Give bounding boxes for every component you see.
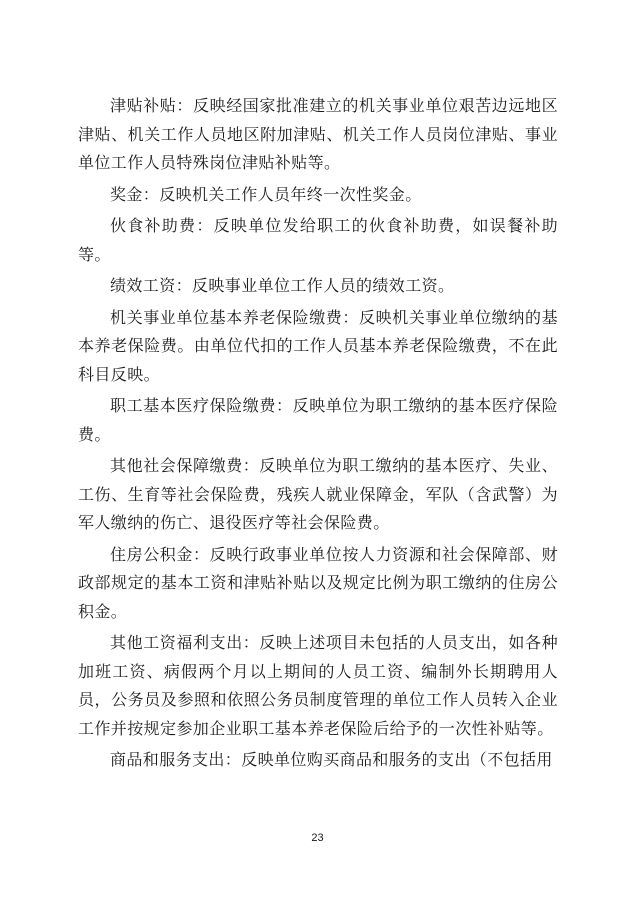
paragraph-housing-fund: 住房公积金：反映行政事业单位按人力资源和社会保障部、财政部规定的基本工资和津贴补贴以及规定比例为职工缴纳的住房公积金。: [78, 544, 558, 621]
paragraph-bonus: 奖金：反映机关工作人员年终一次性奖金。: [110, 184, 422, 204]
paragraph-goods-services: 商品和服务支出：反映单位购买商品和服务的支出（不包括用: [110, 750, 553, 769]
paragraph-meal-subsidy: 伙食补助费：反映单位发给职工的伙食补助费，如误餐补助等。: [78, 216, 558, 264]
paragraph-performance-pay: 绩效工资：反映事业单位工作人员的绩效工资。: [110, 276, 455, 295]
paragraph-allowances: 津贴补贴：反映经国家批准建立的机关事业单位艰苦边远地区津贴、机关工作人员地区附加津贴、机关工作人员岗位津贴、事业单位工作人员特殊岗位津贴补贴等。: [78, 96, 558, 172]
page-number: 23: [311, 832, 324, 844]
paragraph-other-welfare: 其他工资福利支出：反映上述项目未包括的人员支出，如各种加班工资、病假两个月以上期间的人员工资、编制外长期聘用人员，公务员及参照和依照公务员制度管理的单位工作人员转入企业工作并按规定参加企业职工基本养老保险后给予的一次性补贴等。: [78, 633, 558, 738]
paragraph-medical-insurance: 职工基本医疗保险缴费：反映单位为职工缴纳的基本医疗保险费。: [78, 396, 558, 444]
body-text: [78, 92, 558, 778]
paragraph-pension-insurance: 机关事业单位基本养老保险缴费：反映机关事业单位缴纳的基本养老保险费。由单位代扣的工作人员基本养老保险缴费，不在此科目反映。: [78, 307, 558, 384]
paragraph-other-social-security: 其他社会保障缴费：反映单位为职工缴纳的基本医疗、失业、工伤、生育等社会保险费，残疾人就业保障金，军队（含武警）为军人缴纳的伤亡、退役医疗等社会保险费。: [78, 456, 558, 532]
